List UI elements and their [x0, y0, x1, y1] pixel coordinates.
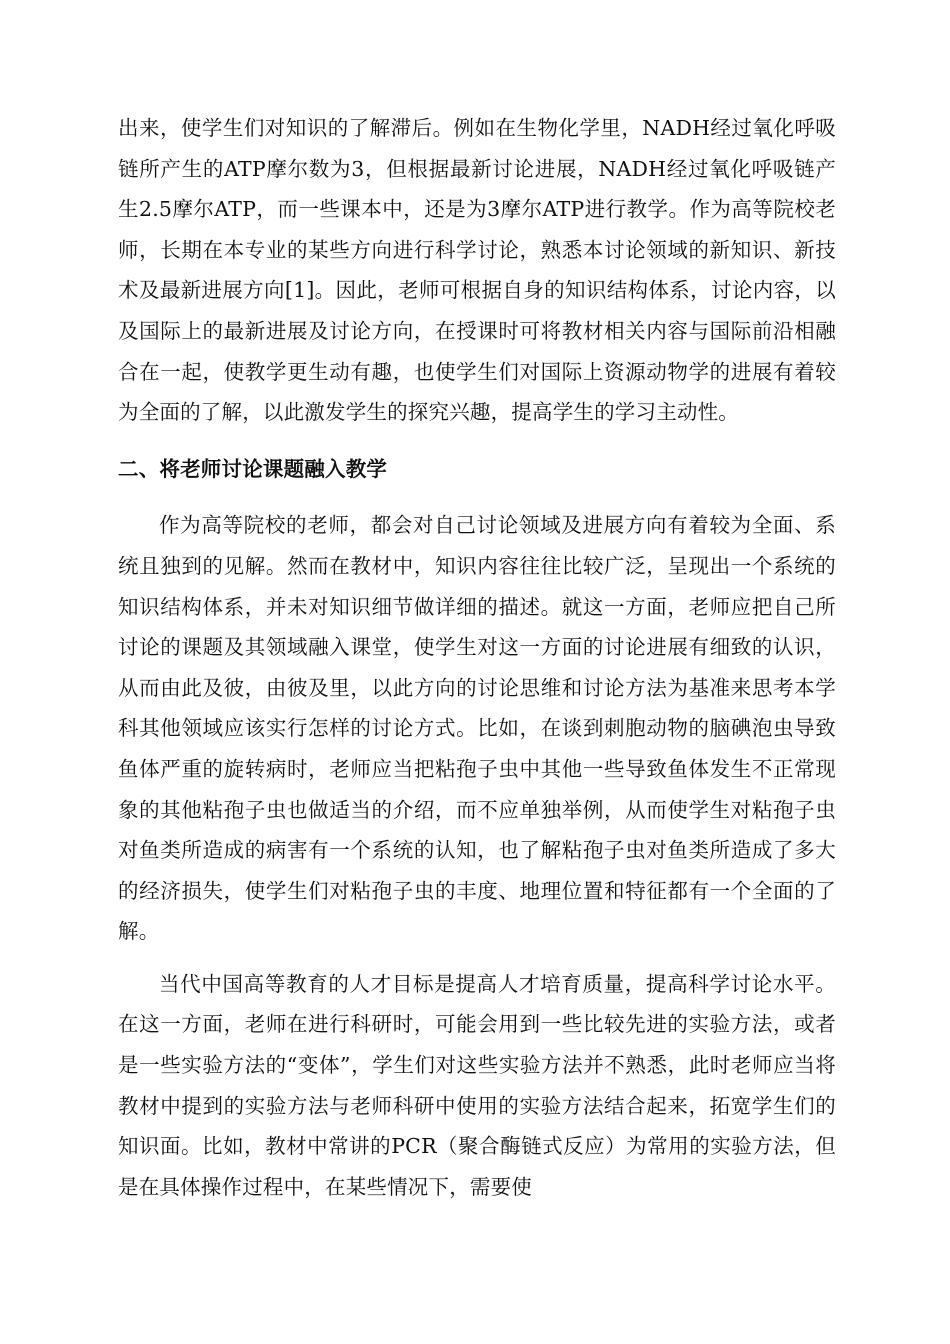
- document-body: [118, 108, 836, 1207]
- paragraph-three: 当代中国高等教育的人才目标是提高人才培育质量，提高科学讨论水平。在这一方面，老师在进行科研时，可能会用到一些比较先进的实验方法，或者是一些实验方法的“变体”，学生们对这些实验方法并不熟悉，此时老师应当将教材中提到的实验方法与老师科研中使用的实验方法结合起来，拓宽学生们的知识面。比如，教材中常讲的PCR（聚合酶链式反应）为常用的实验方法，但是在具体操作过程中，在某些情况下，需要使: [118, 971, 836, 1199]
- section-heading: 二、将老师讨论课题融入教学: [118, 456, 388, 481]
- paragraph-two: 作为高等院校的老师，都会对自己讨论领域及进展方向有着较为全面、系统且独到的见解。然而在教材中，知识内容往往比较广泛，呈现出一个系统的知识结构体系，并未对知识细节做详细的描述。就这一方面，老师应把自己所讨论的课题及其领域融入课堂，使学生对这一方面的讨论进展有细致的认识，从而由此及彼，由彼及里，以此方向的讨论思维和讨论方法为基准来思考本学科其他领域应该实行怎样的讨论方式。比如，在谈到刺胞动物的脑碘泡虫导致鱼体严重的旋转病时，老师应当把粘孢子虫中其他一些导致鱼体发生不正常现象的其他粘孢子虫也做适当的介绍，而不应单独举例，从而使学生对粘孢子虫对鱼类所造成的病害有一个系统的认知，也了解粘孢子虫对鱼类所造成了多大的经济损失，使学生们对粘孢子虫的丰度、地理位置和特征都有一个全面的了解。: [118, 513, 836, 944]
- paragraph-continued: 出来，使学生们对知识的了解滞后。例如在生物化学里，NADH经过氧化呼吸链所产生的ATP摩尔数为3，但根据最新讨论进展，NADH经过氧化呼吸链产生2.5摩尔ATP，而一些课本中，还是为3摩尔ATP进行教学。作为高等院校老师，长期在本专业的某些方向进行科学讨论，熟悉本讨论领域的新知识、新技术及最新进展方向[1]。因此，老师可根据自身的知识结构体系，讨论内容，以及国际上的最新进展及讨论方向，在授课时可将教材相关内容与国际前沿相融合在一起，使教学更生动有趣，也使学生们对国际上资源动物学的进展有着较为全面的了解，以此激发学生的探究兴趣，提高学生的学习主动性。: [118, 116, 836, 425]
